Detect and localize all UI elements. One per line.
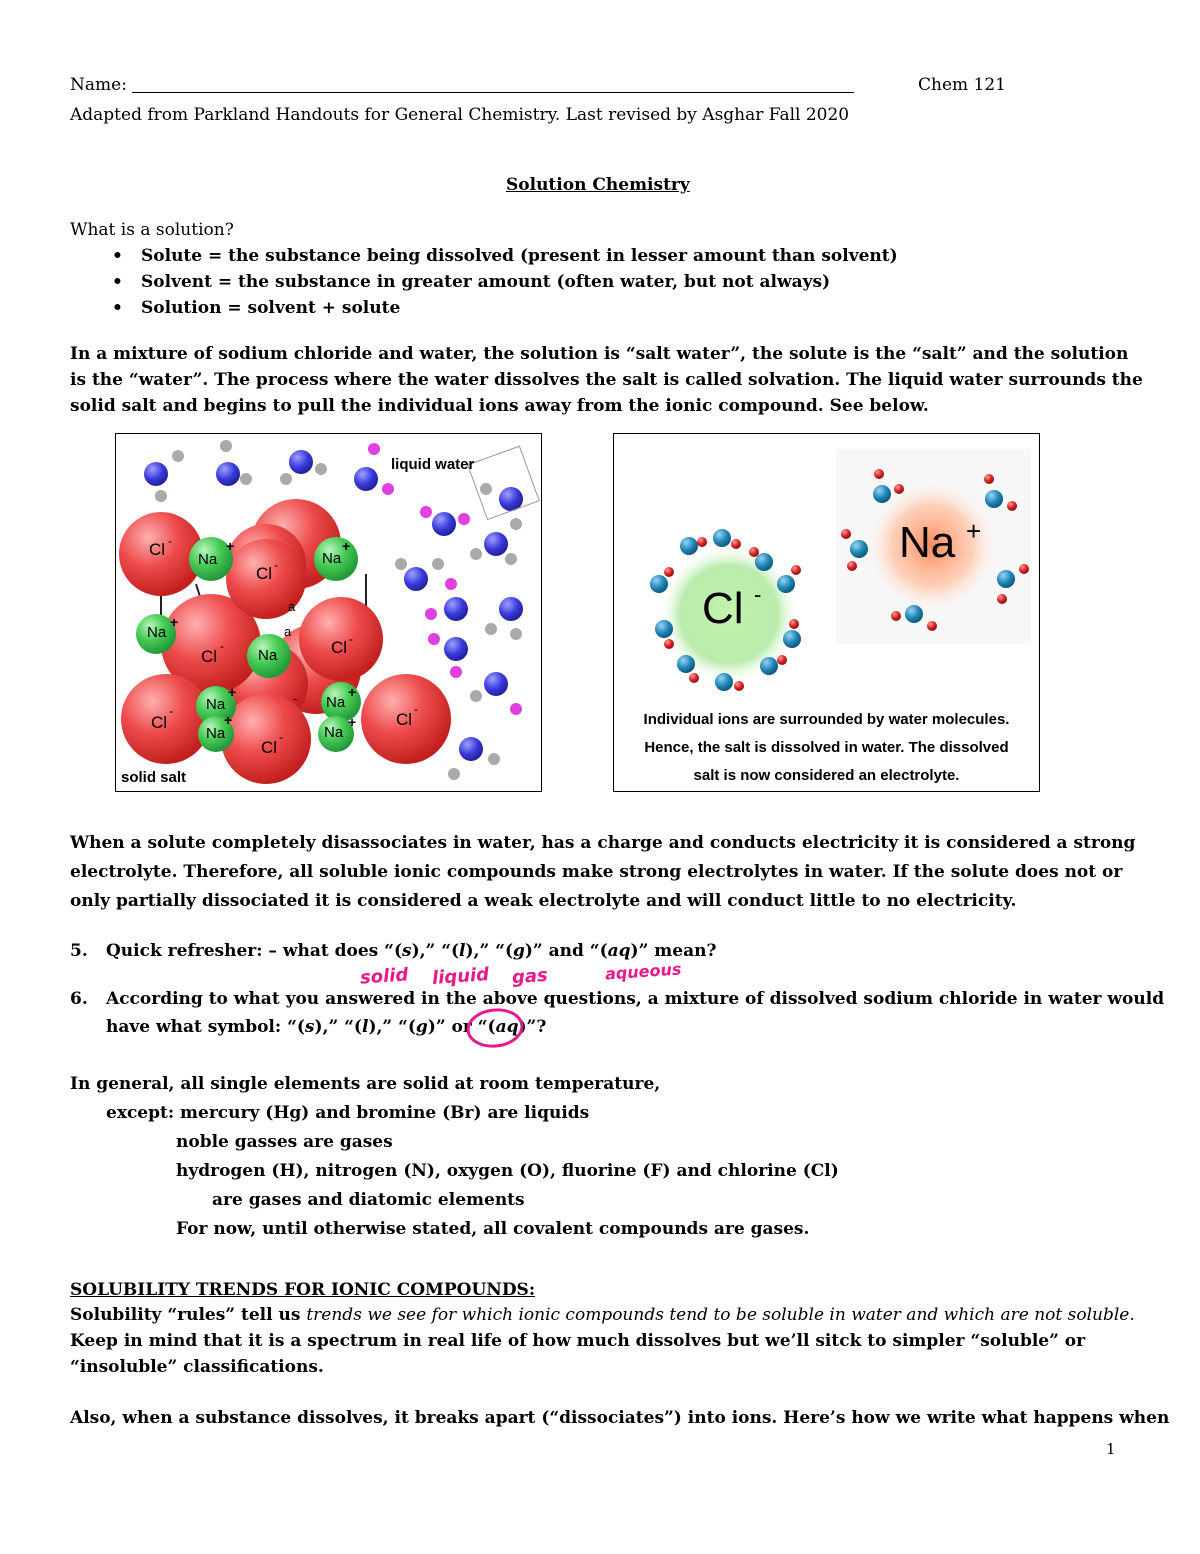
name-blank-line[interactable]	[132, 92, 854, 93]
general-line-2: except: mercury (Hg) and bromine (Br) are liquids	[106, 1103, 590, 1123]
list-item: • Solvent = the substance in greater amount (often water, but not always)	[100, 269, 898, 295]
caption-line: Individual ions are surrounded by water molecules.	[643, 711, 1010, 728]
list-item: • Solute = the substance being dissolved (present in lesser amount than solvent)	[100, 243, 898, 269]
minus-sign: -	[349, 632, 353, 646]
na-label: Na	[326, 694, 346, 711]
general-line-4: hydrogen (H), nitrogen (N), oxygen (O), fluorine (F) and chlorine (Cl)	[176, 1161, 839, 1181]
solvation-paragraph: In a mixture of sodium chloride and water, the solution is “salt water”, the solute is the “salt” and the solution is the “water”. The process where the water dissolves the salt is called solvation. The liquid water surrounds the solid salt and begins to pull the individual ions away from the ionic compound. See below.	[70, 344, 1143, 416]
minus-sign: -	[169, 704, 173, 718]
caption-line: salt is now considered an electrolyte.	[693, 767, 960, 784]
plus-sign: +	[170, 614, 179, 630]
caption-line: Hence, the salt is dissolved in water. The dissolved	[644, 739, 1009, 756]
handwritten-answer: aqueous	[604, 959, 682, 984]
plus-sign: +	[348, 684, 357, 700]
minus-sign: -	[274, 558, 278, 572]
general-line-6: For now, until otherwise stated, all covalent compounds are gases.	[176, 1219, 810, 1239]
plus-sign: +	[228, 684, 237, 700]
plus-sign: +	[348, 714, 357, 730]
handwritten-answer: gas	[511, 964, 549, 989]
general-line-1: In general, all single elements are solid at room temperature,	[70, 1074, 661, 1094]
minus-sign: -	[293, 691, 298, 706]
na-label: Na	[206, 725, 226, 742]
cl-label: Cl	[256, 564, 273, 583]
cl-label: Cl	[201, 647, 218, 666]
minus-sign: -	[414, 702, 418, 716]
plus-sign: +	[966, 516, 982, 546]
page-number: 1	[1106, 1440, 1116, 1458]
hydrated-ions-illustration	[614, 434, 1039, 704]
na-label: Na	[206, 696, 226, 713]
handwritten-answer: liquid	[431, 964, 490, 989]
plus-sign: +	[226, 538, 235, 554]
adapted-note: Adapted from Parkland Handouts for General Chemistry. Last revised by Asghar Fall 2020	[70, 105, 850, 125]
question-5-number: 5.	[70, 941, 88, 961]
na-label: Na	[147, 624, 167, 641]
handwritten-circle-mark	[462, 1004, 532, 1054]
solubility-paragraph: Solubility “rules” tell us trends we see for which ionic compounds tend to be soluble in water and which are not soluble. Keep in mind that it is a spectrum in real life of how much dissolves but we’ll sitck to simpler “soluble” or “insoluble” classifications.	[70, 1305, 1135, 1377]
na-ion-label: Na	[899, 518, 956, 567]
minus-sign: -	[279, 730, 283, 744]
name-label: Name:	[70, 75, 127, 95]
figure-caption	[614, 706, 1039, 790]
cl-label: Cl	[396, 710, 413, 729]
solid-salt-figure	[115, 433, 542, 792]
question-what-is-solution: What is a solution?	[70, 220, 234, 240]
liquid-water-label: liquid water	[391, 456, 475, 473]
minus-sign: -	[754, 582, 762, 607]
electrolyte-paragraph: When a solute completely disassociates in water, has a charge and conducts electricity it is considered a strong electrolyte. Therefore, all soluble ionic compounds make strong electrolytes in water. If the solute does not or only partially dissociated it is considered a weak electrolyte and will conduct little to no electricity.	[70, 833, 1136, 911]
cl-label: Cl	[261, 738, 278, 757]
question-6-number: 6.	[70, 989, 88, 1009]
dissociation-paragraph: Also, when a substance dissolves, it breaks apart (“dissociates”) into ions. Here’s how we write what happens when	[70, 1408, 1170, 1428]
a-label: a	[284, 624, 292, 639]
page-title: Solution Chemistry	[506, 175, 690, 195]
plus-sign: +	[224, 712, 233, 728]
plus-sign: +	[342, 538, 351, 554]
na-label: Na	[322, 550, 342, 567]
na-label: Na	[258, 647, 278, 664]
question-5-text: Quick refresher: – what does “(s),” “(l),” “(g)” and “(aq)” mean?	[106, 941, 717, 961]
solid-salt-label: solid salt	[121, 769, 187, 786]
a-label: a	[288, 599, 296, 614]
cl-label: Cl	[331, 638, 348, 657]
cl-label: Cl	[151, 713, 168, 732]
dissolved-ions-figure	[613, 433, 1040, 792]
question-6-line-2: have what symbol: “(s),” “(l),” “(g)” or “(aq)”?	[106, 1017, 547, 1037]
cl-label: Cl	[149, 540, 166, 559]
solubility-heading: SOLUBILITY TRENDS FOR IONIC COMPOUNDS:	[70, 1280, 536, 1300]
cl-ion-label: Cl	[702, 584, 744, 633]
na-label: Na	[198, 551, 218, 568]
list-item: • Solution = solvent + solute	[100, 295, 898, 321]
question-6-line-1: According to what you answered in the above questions, a mixture of dissolved sodium chloride in water would	[106, 989, 1165, 1009]
minus-sign: -	[220, 639, 224, 653]
general-line-5: are gases and diatomic elements	[212, 1190, 525, 1210]
general-line-3: noble gasses are gases	[176, 1132, 393, 1152]
handwritten-answer: solid	[359, 964, 409, 989]
definition-list	[100, 243, 898, 321]
na-label: Na	[324, 724, 344, 741]
minus-sign: -	[168, 534, 172, 548]
course-label: Chem 121	[918, 75, 1006, 95]
